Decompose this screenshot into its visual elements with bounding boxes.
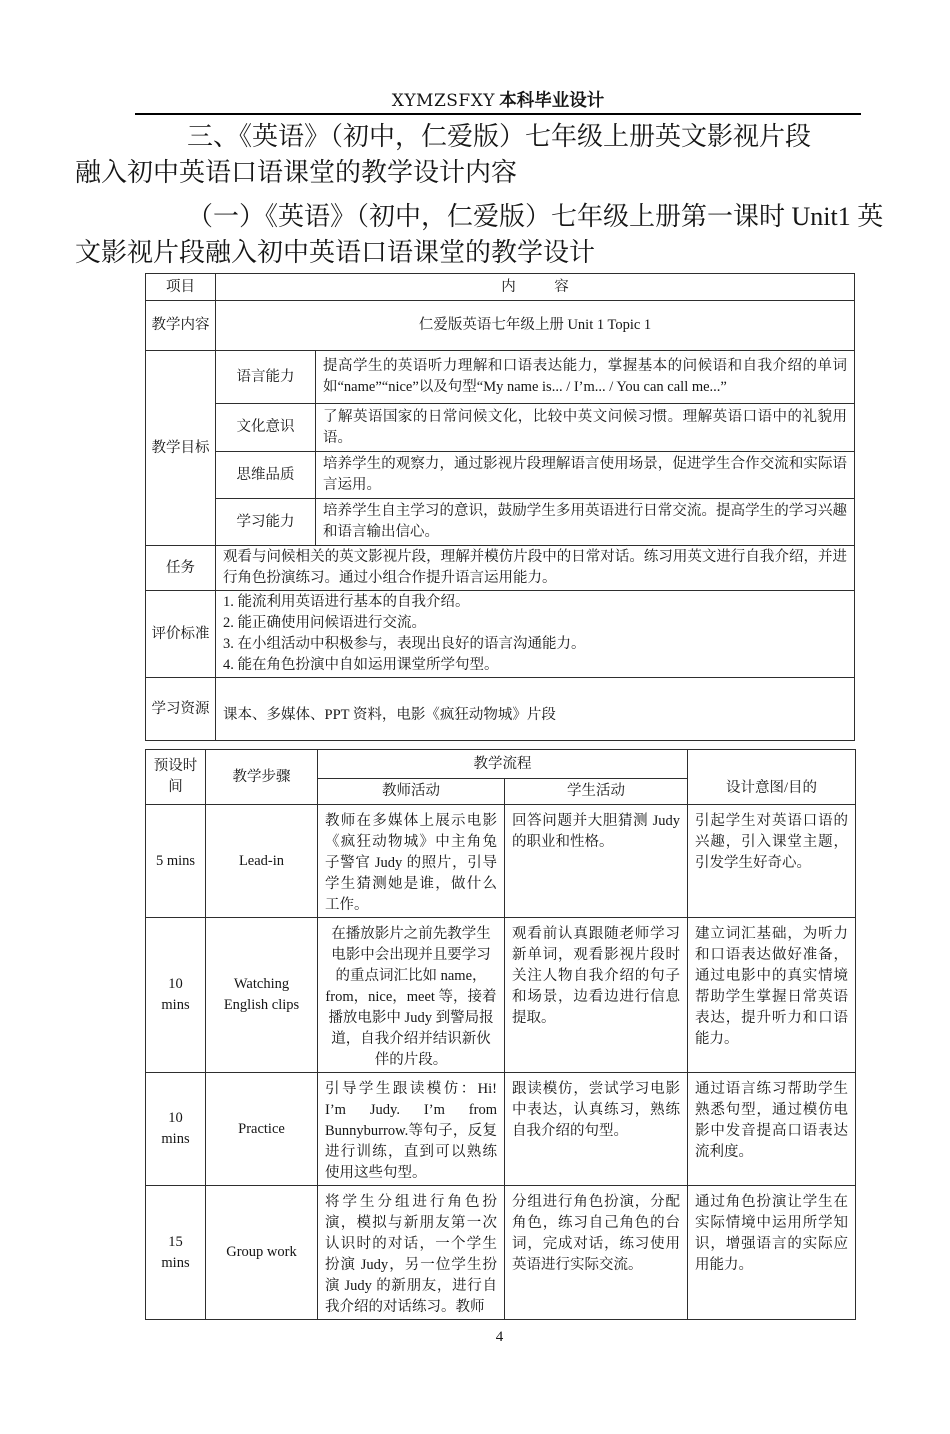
heading-2-line-1: （一）《英语》（初中，仁爱版）七年级上册第一课时 Unit1 英 xyxy=(187,202,884,231)
table-row xyxy=(146,452,855,499)
step-cell: Lead-in xyxy=(206,805,318,918)
purpose-cell: 通过语言练习帮助学生熟悉句型，通过模仿电影中发音提高口语表达流利度。 xyxy=(688,1073,856,1186)
teacher-activity-cell: 教师在多媒体上展示电影《疯狂动物城》中主角兔子警官 Judy 的照片，引导学生猜测她是谁，做什么工作。 xyxy=(318,805,505,918)
col-header-content: 内 容 xyxy=(216,274,855,301)
col-header-step: 教学步骤 xyxy=(206,750,318,805)
student-activity-cell: 回答问题并大胆猜测 Judy 的职业和性格。 xyxy=(505,805,688,918)
student-activity-cell: 观看前认真跟随老师学习新单词，观看影视片段时关注人物自我介绍的句子和场景，边看边进行信息提取。 xyxy=(505,918,688,1073)
purpose-cell: 引起学生对英语口语的兴趣，引入课堂主题，引发学生好奇心。 xyxy=(688,805,856,918)
criteria-item-2: 2. 能正确使用问候语进行交流。 xyxy=(223,615,426,631)
col-header-teacher: 教师活动 xyxy=(318,779,505,805)
purpose-cell: 建立词汇基础，为听力和口语表达做好准备，通过电影中的真实情境帮助学生掌握日常英语表达，提升听力和口语能力。 xyxy=(688,918,856,1073)
table-row xyxy=(146,351,855,404)
objective-label-thinking: 思维品质 xyxy=(216,452,316,499)
table-row xyxy=(146,301,855,351)
student-activity-cell: 跟读模仿，尝试学习电影中表达，认真练习，熟练自我介绍的句型。 xyxy=(505,1073,688,1186)
table-row xyxy=(146,404,855,452)
page-number: 4 xyxy=(495,1329,504,1345)
objective-label-language: 语言能力 xyxy=(216,351,316,404)
criteria-list xyxy=(216,591,855,678)
time-cell: 10 mins xyxy=(146,918,206,1073)
table-row xyxy=(146,499,855,546)
row-label-task: 任务 xyxy=(146,546,216,591)
step-cell: Watching English clips xyxy=(206,918,318,1073)
step-cell: Group work xyxy=(206,1186,318,1320)
objective-label-culture: 文化意识 xyxy=(216,404,316,452)
col-header-student: 学生活动 xyxy=(505,779,688,805)
task-text: 观看与问候相关的英文影视片段，理解并模仿片段中的日常对话。练习用英文进行自我介绍，并进行角色扮演练习。通过小组合作提升语言运用能力。 xyxy=(216,546,855,591)
teaching-content-value: 仁爱版英语七年级上册 Unit 1 Topic 1 xyxy=(216,301,855,351)
criteria-item-3: 3. 在小组活动中积极参与，表现出良好的语言沟通能力。 xyxy=(223,636,586,652)
teacher-activity-cell: 在播放影片之前先教学生电影中会出现并且要学习的重点词汇比如 name，from，nice，meet 等，接着播放电影中 Judy 到警局报道，自我介绍并结识新伙伴的片段。 xyxy=(318,918,505,1073)
teacher-activity-cell: 引导学生跟读模仿：Hi! I’m Judy. I’m from Bunnyburrow.等句子，反复进行训练，直到可以熟练使用这些句型。 xyxy=(318,1073,505,1186)
objective-text-language: 提高学生的英语听力理解和口语表达能力，掌握基本的问候语和自我介绍的单词如“name”“nice”以及句型“My name is... / I’m... / You can call me...” xyxy=(316,351,855,404)
objective-text-learning: 培养学生自主学习的意识，鼓励学生多用英语进行日常交流。提高学生的学习兴趣和语言输出信心。 xyxy=(316,499,855,546)
document-page xyxy=(0,90,950,1434)
col-header-time: 预设时间 xyxy=(146,750,206,805)
heading-1-line-2: 融入初中英语口语课堂的教学设计内容 xyxy=(75,158,518,187)
criteria-item-4: 4. 能在角色扮演中自如运用课堂所学句型。 xyxy=(223,657,499,673)
table-row xyxy=(146,591,855,678)
row-label-resources: 学习资源 xyxy=(146,678,216,741)
time-cell: 10 mins xyxy=(146,1073,206,1186)
teacher-activity-cell: 将学生分组进行角色扮演，模拟与新朋友第一次认识时的对话，一个学生扮演 Judy，另一位学生扮演 Judy 的新朋友，进行自我介绍的对话练习。教师 xyxy=(318,1186,505,1320)
header-doc-type: 本科毕业设计 xyxy=(499,90,605,110)
objective-text-culture: 了解英语国家的日常问候文化，比较中英文问候习惯。理解英语口语中的礼貌用语。 xyxy=(316,404,855,452)
col-header-purpose: 设计意图/目的 xyxy=(688,750,856,805)
time-cell: 15 mins xyxy=(146,1186,206,1320)
section-heading-1 xyxy=(75,119,935,191)
table-row xyxy=(146,678,855,741)
lesson-info-table xyxy=(145,273,855,741)
purpose-cell: 通过角色扮演让学生在实际情境中运用所学知识，增强语言的实际应用能力。 xyxy=(688,1186,856,1320)
table-header-row xyxy=(146,750,856,779)
step-cell: Practice xyxy=(206,1073,318,1186)
objective-text-thinking: 培养学生的观察力，通过影视片段理解语言使用场景，促进学生合作交流和实际语言运用。 xyxy=(316,452,855,499)
heading-2-line-2: 文影视片段融入初中英语口语课堂的教学设计 xyxy=(75,238,596,267)
table-row xyxy=(146,546,855,591)
schedule-row-lead-in xyxy=(146,805,856,918)
row-label-criteria: 评价标准 xyxy=(146,591,216,678)
schedule-row-practice xyxy=(146,1073,856,1186)
schedule-row-watching xyxy=(146,918,856,1073)
objective-label-learning: 学习能力 xyxy=(216,499,316,546)
schedule-row-group-work xyxy=(146,1186,856,1320)
page-header xyxy=(135,90,861,115)
col-header-project: 项目 xyxy=(146,274,216,301)
lesson-schedule-table xyxy=(145,749,856,1320)
header-code: XYMZSFXY xyxy=(391,91,496,111)
section-heading-2 xyxy=(75,199,935,271)
table-row xyxy=(146,274,855,301)
time-cell: 5 mins xyxy=(146,805,206,918)
criteria-item-1: 1. 能流利用英语进行基本的自我介绍。 xyxy=(223,594,470,610)
row-label-teaching-content: 教学内容 xyxy=(146,301,216,351)
student-activity-cell: 分组进行角色扮演，分配角色，练习自己角色的台词，完成对话，练习使用英语进行实际交流。 xyxy=(505,1186,688,1320)
col-header-flow: 教学流程 xyxy=(318,750,688,779)
row-label-objectives: 教学目标 xyxy=(146,351,216,546)
heading-1-line-1: 三、《英语》（初中，仁爱版）七年级上册英文影视片段 xyxy=(187,122,812,151)
resources-text: 课本、多媒体、PPT 资料，电影《疯狂动物城》片段 xyxy=(216,678,855,741)
